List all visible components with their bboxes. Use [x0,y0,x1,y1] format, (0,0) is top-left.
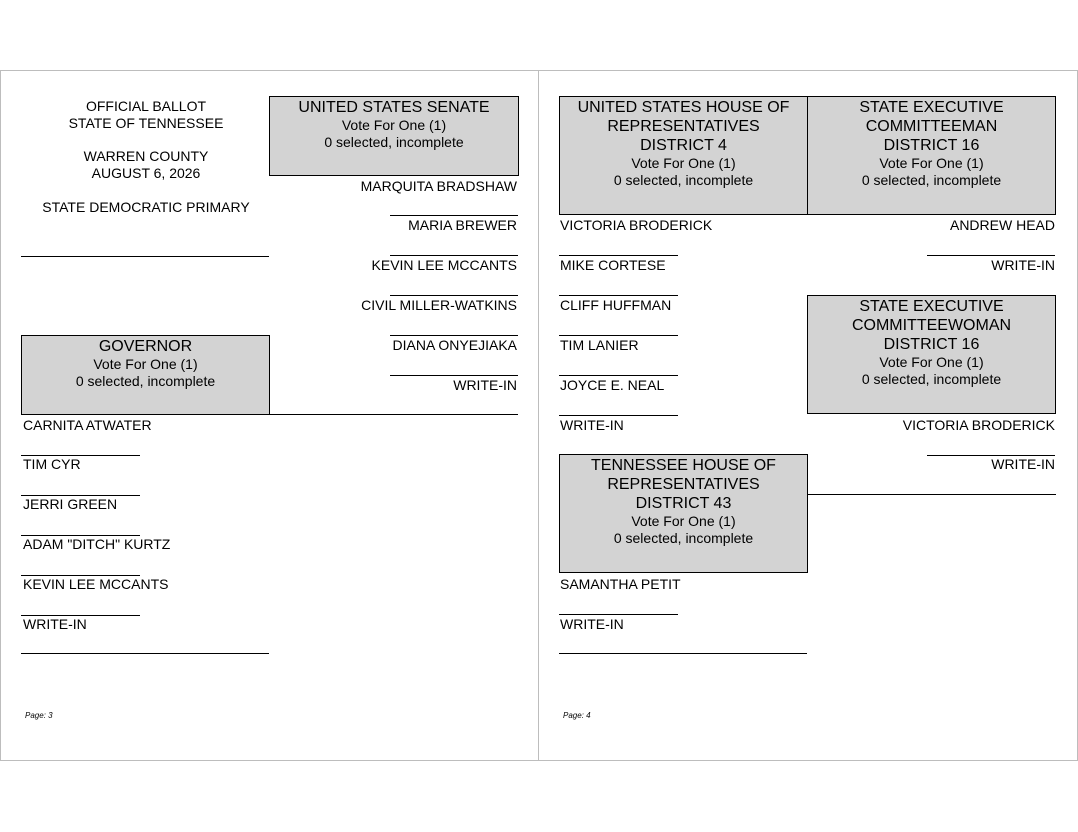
selection-status: 0 selected, incomplete [861,371,1002,387]
candidate-option[interactable]: DIANA ONYEJIAKA [392,337,517,353]
candidate-option[interactable]: TIM LANIER [560,337,639,353]
candidate-option[interactable]: VICTORIA BRODERICK [902,417,1055,433]
selection-status: 0 selected, incomplete [75,373,216,389]
ballot-page-4 [538,70,1078,761]
candidate-option[interactable]: TIM CYR [23,456,81,472]
candidate-option[interactable]: ADAM "DITCH" KURTZ [23,536,171,552]
contest-title-line: REPRESENTATIVES [607,476,760,493]
write-in-option[interactable]: WRITE-IN [991,456,1055,472]
contest-end-divider [559,653,807,654]
ballot-header-date: AUGUST 6, 2026 [91,165,201,181]
contest-header-us-house [559,96,808,215]
selection-status: 0 selected, incomplete [861,172,1002,188]
write-in-option[interactable]: WRITE-IN [23,616,87,632]
candidate-option[interactable]: JERRI GREEN [23,496,118,512]
contest-title: GOVERNOR [98,338,193,355]
candidate-option[interactable]: JOYCE E. NEAL [560,377,665,393]
page-number: Page: 4 [563,711,591,720]
candidate-divider [390,255,518,256]
candidate-option[interactable]: KEVIN LEE MCCANTS [371,257,517,273]
vote-for-instruction: Vote For One (1) [631,155,736,171]
ballot-page-3 [0,70,539,761]
write-in-option[interactable]: WRITE-IN [453,377,517,393]
contest-end-divider [807,494,1056,495]
contest-title-line: DISTRICT 43 [635,495,732,512]
selection-status: 0 selected, incomplete [613,172,754,188]
vote-for-instruction: Vote For One (1) [879,155,984,171]
contest-end-divider [21,653,269,654]
candidate-divider [559,614,678,615]
candidate-option[interactable]: MARIA BREWER [408,217,517,233]
vote-for-instruction: Vote For One (1) [93,356,198,372]
contest-title-line: COMMITTEEWOMAN [851,317,1012,334]
candidate-divider [927,255,1055,256]
contest-title-line: DISTRICT 16 [883,336,980,353]
contest-header-committeewoman [807,295,1056,414]
candidate-option[interactable]: MIKE CORTESE [560,257,666,273]
ballot-header-official: OFFICIAL BALLOT [85,98,207,114]
contest-end-divider [269,414,518,415]
vote-for-instruction: Vote For One (1) [631,513,736,529]
candidate-option[interactable]: CLIFF HUFFMAN [560,297,672,313]
candidate-divider [390,215,518,216]
candidate-divider [390,375,518,376]
candidate-option[interactable]: ANDREW HEAD [949,217,1055,233]
candidate-divider [559,415,678,416]
contest-header-tn-house [559,454,808,573]
contest-title-line: STATE EXECUTIVE [859,298,1004,315]
candidate-option[interactable]: CIVIL MILLER-WATKINS [361,297,517,313]
contest-title-line: DISTRICT 16 [883,137,980,154]
vote-for-instruction: Vote For One (1) [879,354,984,370]
header-divider [21,256,269,257]
page-number: Page: 3 [25,711,53,720]
candidate-divider [559,255,678,256]
write-in-option[interactable]: WRITE-IN [560,616,624,632]
contest-title-line: UNITED STATES HOUSE OF [577,99,790,116]
contest-header-senate [269,96,519,176]
candidate-divider [559,295,678,296]
vote-for-instruction: Vote For One (1) [341,117,447,133]
contest-title-line: COMMITTEEMAN [865,118,998,135]
candidate-divider [390,295,518,296]
candidate-divider [559,335,678,336]
contest-header-committeeman [807,96,1056,215]
candidate-option[interactable]: SAMANTHA PETIT [560,576,681,592]
candidate-divider [390,335,518,336]
ballot-header-election: STATE DEMOCRATIC PRIMARY [42,199,250,215]
candidate-option[interactable]: CARNITA ATWATER [23,417,152,433]
contest-title-line: REPRESENTATIVES [607,118,760,135]
candidate-option[interactable]: MARQUITA BRADSHAW [360,178,517,194]
selection-status: 0 selected, incomplete [613,530,754,546]
write-in-option[interactable]: WRITE-IN [991,257,1055,273]
contest-title: UNITED STATES SENATE [298,99,490,116]
ballot-header-county: WARREN COUNTY [83,148,209,164]
selection-status: 0 selected, incomplete [324,134,464,150]
contest-title-line: TENNESSEE HOUSE OF [591,457,776,474]
contest-title-line: DISTRICT 4 [640,137,727,154]
candidate-option[interactable]: KEVIN LEE MCCANTS [23,576,169,592]
candidate-option[interactable]: VICTORIA BRODERICK [560,217,713,233]
contest-title-line: STATE EXECUTIVE [859,99,1004,116]
candidate-divider [559,375,678,376]
contest-header-governor [21,335,270,415]
write-in-option[interactable]: WRITE-IN [560,417,624,433]
ballot-header-state: STATE OF TENNESSEE [68,115,224,131]
